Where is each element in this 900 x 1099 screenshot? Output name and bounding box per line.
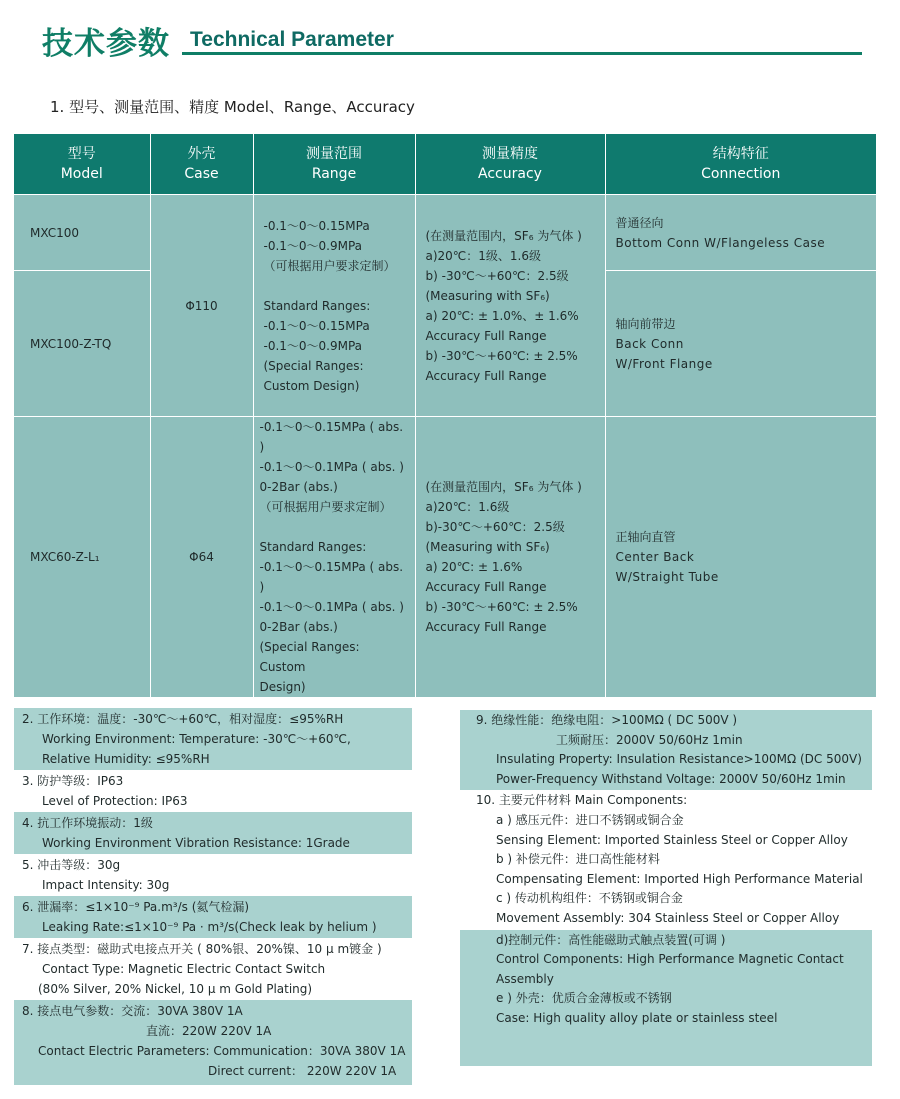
parameters-right-column — [460, 710, 872, 1066]
header-accuracy: 测量精度 Accuracy — [415, 134, 605, 195]
case-cell: Φ64 — [150, 417, 253, 698]
param-item-9: 9. 绝缘性能：绝缘电阻：>100MΩ ( DC 500V ) 工频耐压：2000V 50/60Hz 1min Insulating Property: Insulation Resistance>100MΩ (DC 500V) Power-Frequency Withstand Voltage: 2000V 50/60Hz 1min — [460, 710, 872, 790]
model-cell: MXC60-Z-L₁ — [14, 417, 150, 698]
param-item-7: 7. 接点类型：磁助式电接点开关 ( 80%银、20%镍、10 μ m镀金 ) Contact Type: Magnetic Electric Contact Switch (80% Silver, 20% Nickel, 10 μ m Gold Plating) — [22, 942, 382, 996]
param-item-6: 6. 泄漏率：≤1×10⁻⁹ Pa.m³/s (氦气检漏) Leaking Rate:≤1×10⁻⁹ Pa · m³/s(Check leak by helium ) — [14, 896, 412, 938]
table-header-row — [14, 134, 876, 195]
param-item-2: 2. 工作环境：温度：-30℃～+60℃，相对湿度：≤95%RH Working Environment: Temperature: -30℃～+60℃, Relative Humidity: ≤95%RH — [14, 708, 412, 770]
param-item-4: 4. 抗工作环境振动：1级 Working Environment Vibration Resistance: 1Grade — [14, 812, 412, 854]
connection-cell: 正轴向直管 Center Back W/Straight Tube — [605, 417, 876, 698]
param-item-3: 3. 防护等级：IP63 Level of Protection: IP63 — [22, 774, 188, 808]
header-title-cn: 技术参数 — [42, 26, 170, 62]
param-item-10: 10. 主要元件材料 Main Components: a ) 感压元件：进口不锈钢或铜合金 Sensing Element: Imported Stainless Steel or Copper Alloy b ) 补偿元件：进口高性能材料 Compensating Element: Imported High Performance Material c ) 传动机构组件：不锈钢或铜合金 Movement Assembly: 304 Stainless Steel or Copper Alloy — [476, 793, 863, 925]
case-cell: Φ110 — [150, 195, 253, 417]
param-item-10-continued: d)控制元件：高性能磁助式触点装置(可调 ) Control Components: High Performance Magnetic Contact Assembly e ) 外壳：优质合金薄板或不锈钢 Case: High quality alloy plate or stainless steel — [460, 930, 872, 1066]
param-item-8: 8. 接点电气参数：交流：30VA 380V 1A 直流：220W 220V 1A Contact Electric Parameters: Communication：30VA 380V 1A Direct current： 220W 220V 1A — [14, 1000, 412, 1085]
param-item-5: 5. 冲击等级：30g Impact Intensity: 30g — [22, 858, 170, 892]
section-1-label: 1. 型号、测量范围、精度 Model、Range、Accuracy — [50, 98, 415, 116]
range-cell: -0.1～0～0.15MPa ( abs. ) -0.1～0～0.1MPa ( abs. ) 0-2Bar (abs.) （可根据用户要求定制） Standard Ranges: -0.1～0～0.15MPa ( abs. ) -0.1～0～0.1MPa ( abs. ) 0-2Bar (abs.) (Special Ranges: Custom Design) — [253, 417, 415, 698]
spec-table — [14, 134, 876, 697]
model-cell: MXC100 — [14, 195, 150, 271]
header-underline — [182, 52, 862, 55]
parameters-left-column — [14, 708, 412, 1085]
header-model: 型号 Model — [14, 134, 150, 195]
connection-cell: 普通径向 Bottom Conn W/Flangeless Case — [605, 195, 876, 271]
range-cell: -0.1～0～0.15MPa -0.1～0～0.9MPa （可根据用户要求定制） Standard Ranges: -0.1～0～0.15MPa -0.1～0～0.9MPa (Special Ranges: Custom Design) — [253, 195, 415, 417]
header-title-en: Technical Parameter — [190, 28, 394, 51]
header-connection: 结构特征 Connection — [605, 134, 876, 195]
accuracy-cell: (在测量范围内，SF₆ 为气体 ) a)20℃：1.6级 b)-30℃～+60℃：2.5级 (Measuring with SF₆) a) 20℃: ± 1.6% Accuracy Full Range b) -30℃～+60℃: ± 2.5% Accuracy Full Range — [415, 417, 605, 698]
header-case: 外壳 Case — [150, 134, 253, 195]
table-row — [14, 195, 876, 271]
table-row — [14, 417, 876, 698]
model-cell: MXC100-Z-TQ — [14, 271, 150, 417]
connection-cell: 轴向前带边 Back Conn W/Front Flange — [605, 271, 876, 417]
header-range: 测量范围 Range — [253, 134, 415, 195]
page-header — [42, 16, 862, 60]
accuracy-cell: (在测量范围内，SF₆ 为气体 ) a)20℃：1级、1.6级 b) -30℃～+60℃：2.5级 (Measuring with SF₆) a) 20℃: ± 1.0%、± 1.6% Accuracy Full Range b) -30℃～+60℃: ± 2.5% Accuracy Full Range — [415, 195, 605, 417]
